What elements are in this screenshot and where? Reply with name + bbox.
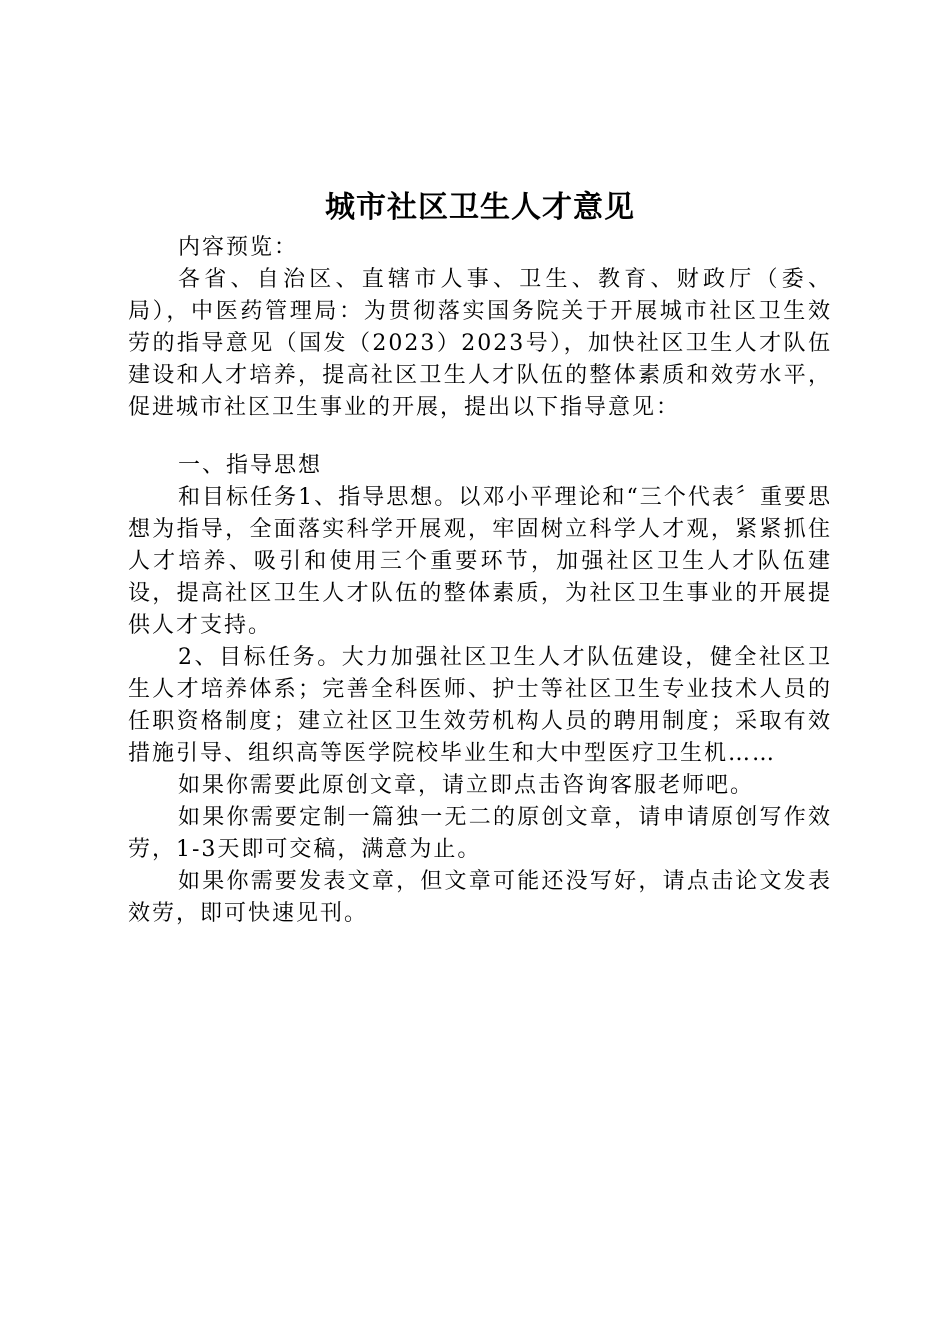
document-page [128,186,832,930]
note-custom-writing: 如果你需要定制一篇独一无二的原创文章，请申请原创写作效劳，1-3天即可交稿，满意为止。 [128,805,832,862]
section1-heading: 一、指导思想 [178,453,323,478]
section2-paragraph: 2、目标任务。大力加强社区卫生人才队伍建设，健全社区卫生人才培养体系；完善全科医师、护士等社区卫生专业技术人员的任职资格制度；建立社区卫生效劳机构人员的聘用制度；采取有效措施引导、组织高等医学院校毕业生和大中型医疗卫生机…… [128,645,832,766]
preview-label: 内容预览： [178,235,299,260]
intro-paragraph: 各省、自治区、直辖市人事、卫生、教育、财政厅（委、局），中医药管理局：为贯彻落实国务院关于开展城市社区卫生效劳的指导意见（国发（2023）2023号），加快社区卫生人才队伍建设和人才培养，提高社区卫生人才队伍的整体素质和效劳水平，促进城市社区卫生事业的开展，提出以下指导意见： [128,267,832,420]
note-consult: 如果你需要此原创文章，请立即点击咨询客服老师吧。 [178,773,755,798]
note-publication: 如果你需要发表文章，但文章可能还没写好，请点击论文发表效劳，即可快速见刊。 [128,869,832,926]
document-title: 城市社区卫生人才意见 [325,190,635,225]
paragraph-gap [128,424,832,450]
section1-paragraph: 和目标任务1、指导思想。以邓小平理论和“三个代表〞重要思想为指导，全面落实科学开展观，牢固树立科学人才观，紧紧抓住人才培养、吸引和使用三个重要环节，加强社区卫生人才队伍建设，提高社区卫生人才队伍的整体素质，为社区卫生事业的开展提供人才支持。 [128,485,832,638]
